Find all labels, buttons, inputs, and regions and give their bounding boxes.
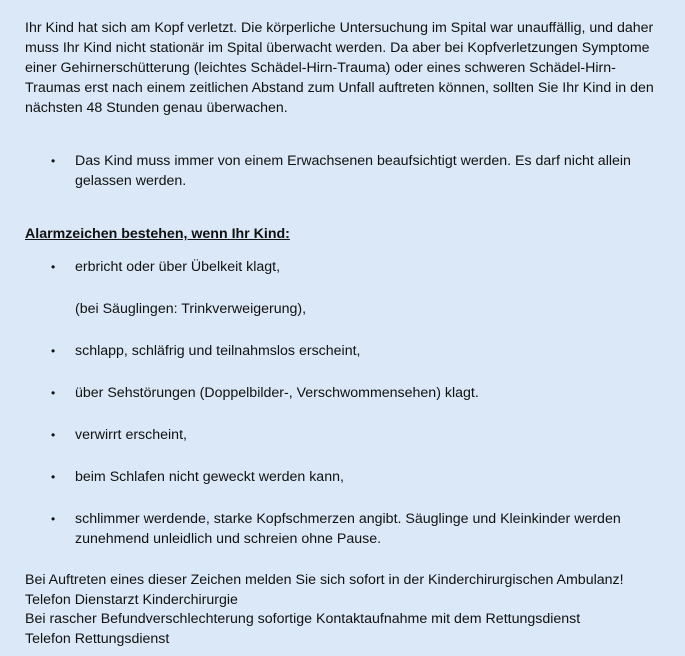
footer-line: Telefon Dienstarzt Kinderchirurgie (25, 591, 238, 608)
list-item-text: erbricht oder über Übelkeit klagt, (75, 259, 281, 275)
bullet-icon: • (51, 512, 56, 526)
footer-line: Bei Auftreten eines dieser Zeichen melden Sie sich sofort in der Kinderchirurgischen Ambulanz! (25, 572, 624, 588)
list-item (25, 383, 670, 403)
footer-line: Telefon Rettungsdienst (25, 630, 170, 647)
list-item-text: schlapp, schläfrig und teilnahmslos erscheint, (75, 343, 361, 359)
document-page (25, 18, 670, 649)
list-item-text: beim Schlafen nicht geweckt werden kann, (75, 469, 344, 485)
list-item-text: Das Kind muss immer von einem Erwachsenen beaufsichtigt werden. Es darf nicht allein gelassen werden. (75, 153, 631, 189)
list-item (25, 257, 670, 277)
infant-note: (bei Säuglingen: Trinkverweigerung), (75, 301, 307, 317)
alarm-heading: Alarmzeichen bestehen, wenn Ihr Kind: (25, 226, 290, 242)
footer-line: Bei rascher Befundverschlechterung sofortige Kontaktaufnahme mit dem Rettungsdienst (25, 611, 581, 627)
supervision-list (25, 151, 670, 191)
alarm-list (25, 257, 670, 549)
bullet-icon: • (51, 154, 56, 168)
list-item-text: über Sehstörungen (Doppelbilder-, Verschwommensehen) klagt. (75, 385, 479, 401)
list-item-text: verwirrt erscheint, (75, 427, 187, 443)
list-item (25, 151, 670, 191)
bullet-icon: • (51, 470, 56, 484)
intro-paragraph: Ihr Kind hat sich am Kopf verletzt. Die körperliche Untersuchung im Spital war unauffällig, und daher muss Ihr Kind nicht stationär im Spital überwacht werden. Da aber bei Kopfverletzungen Symptome einer Gehirnerschütterung (leichtes Schädel-Hirn-Trauma) oder eines schweren Schädel-Hirn-Traumas erst nach einem zeitlichen Abstand zum Unfall auftreten können, sollten Sie Ihr Kind in den nächsten 48 Stunden genau überwachen. (25, 20, 654, 116)
list-item-text: schlimmer werdende, starke Kopfschmerzen angibt. Säuglinge und Kleinkinder werden zunehmend unleidlich und schreien ohne Pause. (75, 511, 621, 547)
bullet-icon: • (51, 260, 56, 274)
bullet-icon: • (51, 344, 56, 358)
bullet-icon: • (51, 428, 56, 442)
list-item (25, 467, 670, 487)
bullet-icon: • (51, 386, 56, 400)
list-item (25, 425, 670, 445)
list-item (25, 341, 670, 361)
contact-footer (25, 571, 670, 649)
list-item (25, 509, 670, 549)
